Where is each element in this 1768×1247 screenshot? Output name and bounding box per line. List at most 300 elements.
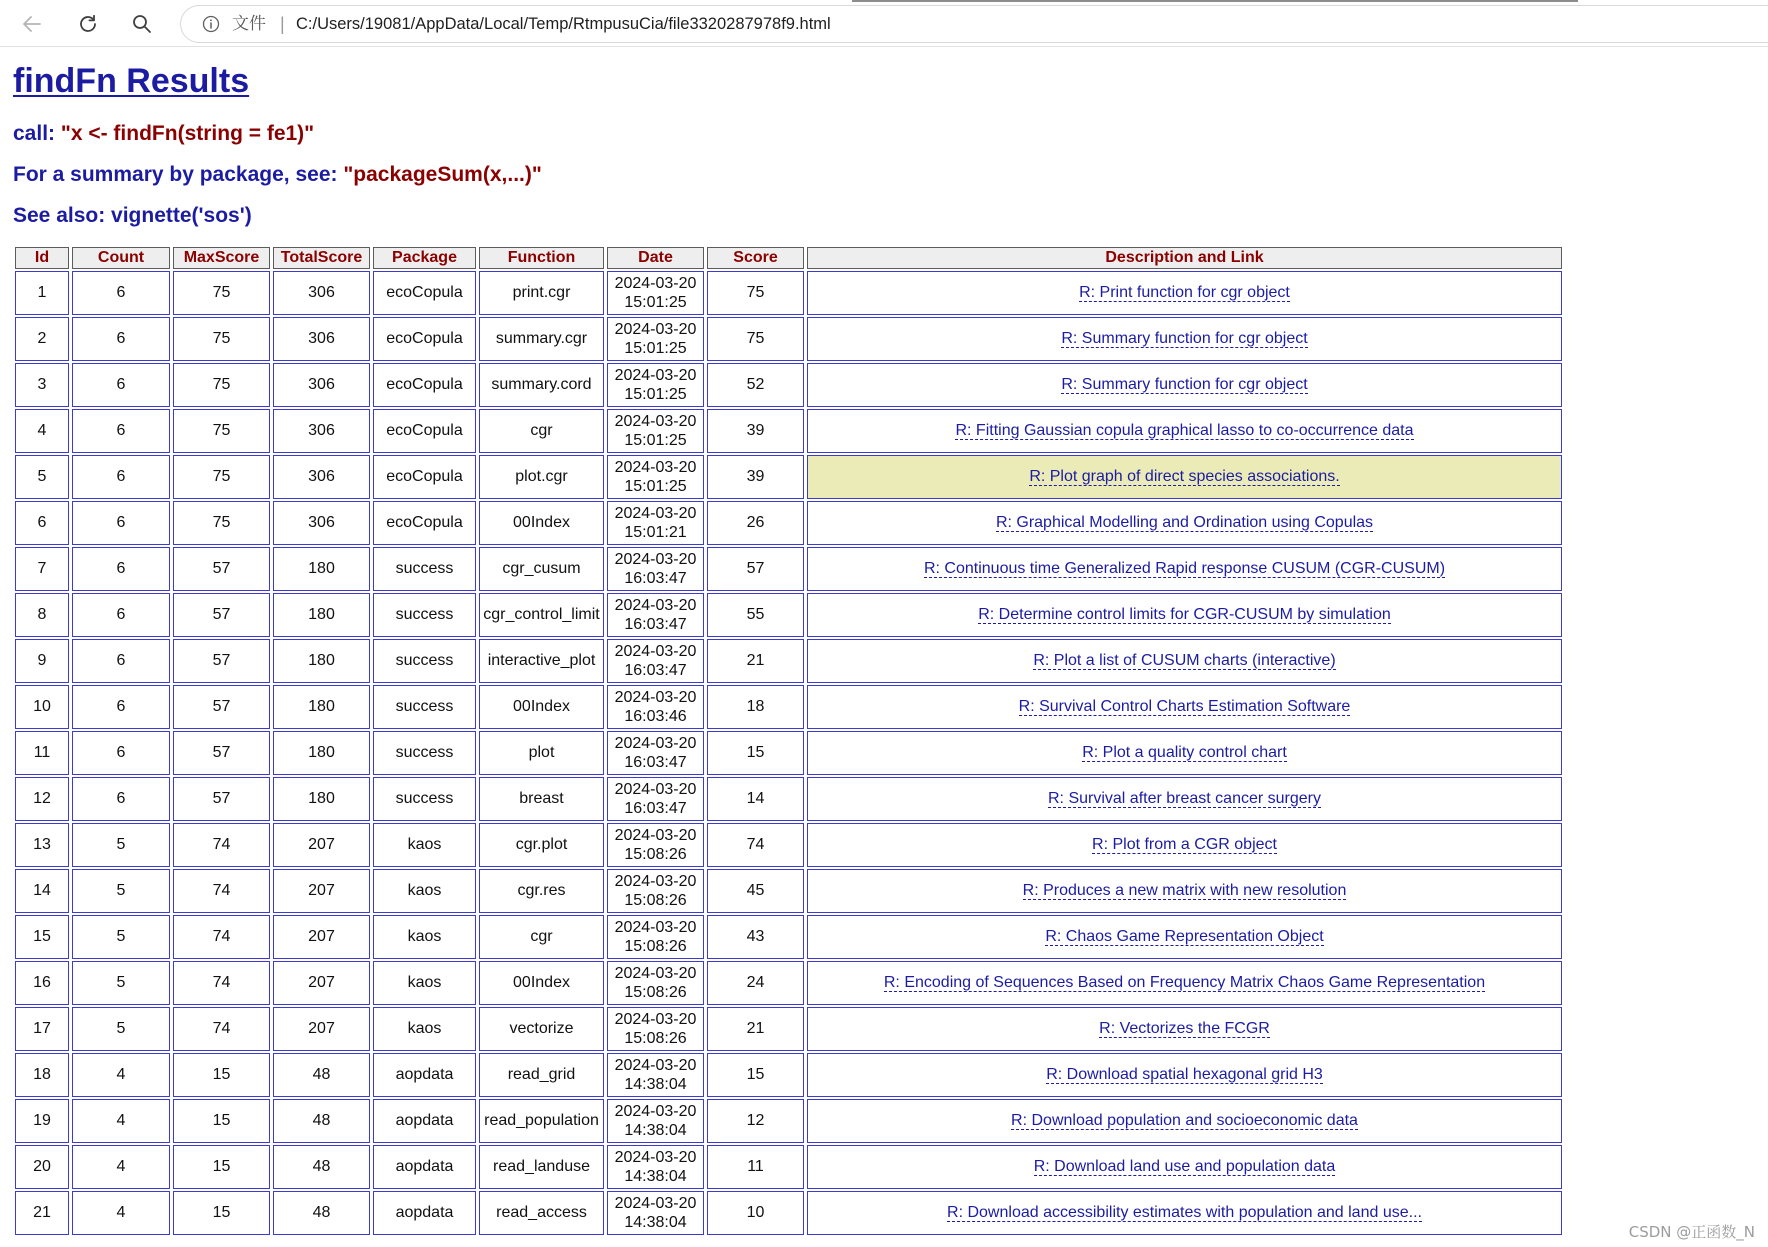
date-cell: [607, 777, 704, 821]
table-row: [15, 363, 1562, 407]
total-score-cell: 306: [273, 317, 370, 361]
table-row: [15, 455, 1562, 499]
time-value: 15:08:26: [624, 892, 687, 909]
description-cell: [807, 317, 1562, 361]
summary-line: [13, 163, 542, 187]
search-button[interactable]: [125, 7, 159, 41]
header-count: Count: [72, 247, 170, 269]
count-cell: 6: [72, 685, 170, 729]
id-cell: 8: [15, 593, 69, 637]
score-cell: 26: [707, 501, 804, 545]
max-score-cell: 74: [173, 823, 270, 867]
package-cell: ecoCopula: [373, 271, 476, 315]
description-cell: [807, 823, 1562, 867]
total-score-cell: 48: [273, 1191, 370, 1235]
package-cell: aopdata: [373, 1145, 476, 1189]
package-cell: ecoCopula: [373, 363, 476, 407]
package-cell: success: [373, 731, 476, 775]
time-value: 14:38:04: [624, 1122, 687, 1139]
id-cell: 1: [15, 271, 69, 315]
description-link[interactable]: R: Graphical Modelling and Ordination using Copulas: [995, 514, 1374, 531]
table-row: [15, 1191, 1562, 1235]
package-cell: kaos: [373, 1007, 476, 1051]
table-header-row: [15, 247, 1562, 269]
function-cell: plot: [479, 731, 604, 775]
description-link[interactable]: R: Fitting Gaussian copula graphical lasso to co-occurrence data: [955, 422, 1414, 439]
score-cell: 75: [707, 317, 804, 361]
date-cell: [607, 1191, 704, 1235]
score-cell: 57: [707, 547, 804, 591]
table-row: [15, 271, 1562, 315]
date-value: 2024-03-20: [614, 781, 697, 798]
time-value: 15:01:25: [624, 478, 687, 495]
description-link[interactable]: R: Survival after breast cancer surgery: [1048, 790, 1321, 807]
count-cell: 6: [72, 501, 170, 545]
total-score-cell: 306: [273, 363, 370, 407]
date-cell: [607, 455, 704, 499]
date-value: 2024-03-20: [614, 643, 697, 660]
score-cell: 21: [707, 1007, 804, 1051]
reload-button[interactable]: [71, 7, 105, 41]
id-cell: 11: [15, 731, 69, 775]
time-value: 15:01:21: [624, 524, 687, 541]
function-cell: read_grid: [479, 1053, 604, 1097]
table-row: [15, 915, 1562, 959]
package-cell: aopdata: [373, 1191, 476, 1235]
description-link[interactable]: R: Survival Control Charts Estimation Software: [1018, 698, 1351, 715]
total-score-cell: 48: [273, 1053, 370, 1097]
time-value: 15:08:26: [624, 846, 687, 863]
total-score-cell: 180: [273, 639, 370, 683]
description-cell: [807, 1099, 1562, 1143]
time-value: 16:03:47: [624, 800, 687, 817]
count-cell: 6: [72, 777, 170, 821]
total-score-cell: 180: [273, 547, 370, 591]
id-cell: 18: [15, 1053, 69, 1097]
date-cell: [607, 271, 704, 315]
max-score-cell: 75: [173, 317, 270, 361]
id-cell: 3: [15, 363, 69, 407]
date-cell: [607, 363, 704, 407]
count-cell: 5: [72, 961, 170, 1005]
description-cell: [807, 1007, 1562, 1051]
id-cell: 21: [15, 1191, 69, 1235]
see-also-text: See also: vignette('sos'): [13, 204, 252, 227]
call-value: "x <- findFn(string = fe1)": [60, 122, 315, 145]
max-score-cell: 75: [173, 501, 270, 545]
table-row: [15, 1145, 1562, 1189]
table-row: [15, 409, 1562, 453]
count-cell: 5: [72, 1007, 170, 1051]
description-link[interactable]: R: Print function for cgr object: [1079, 284, 1290, 301]
time-value: 14:38:04: [624, 1168, 687, 1185]
address-url[interactable]: C:/Users/19081/AppData/Local/Temp/RtmpusuCia/file3320287978f9.html: [296, 15, 831, 33]
description-cell: [807, 1191, 1562, 1235]
date-value: 2024-03-20: [614, 735, 697, 752]
description-cell: [807, 271, 1562, 315]
function-cell: 00Index: [479, 501, 604, 545]
total-score-cell: 207: [273, 961, 370, 1005]
time-value: 15:08:26: [624, 938, 687, 955]
total-score-cell: 180: [273, 685, 370, 729]
date-value: 2024-03-20: [614, 459, 697, 476]
score-cell: 39: [707, 409, 804, 453]
date-cell: [607, 869, 704, 913]
score-cell: 45: [707, 869, 804, 913]
description-link[interactable]: R: Summary function for cgr object: [1061, 376, 1308, 393]
total-score-cell: 180: [273, 593, 370, 637]
table-row: [15, 777, 1562, 821]
description-cell: [807, 409, 1562, 453]
function-cell: plot.cgr: [479, 455, 604, 499]
date-value: 2024-03-20: [614, 505, 697, 522]
date-cell: [607, 501, 704, 545]
table-row: [15, 547, 1562, 591]
score-cell: 24: [707, 961, 804, 1005]
max-score-cell: 15: [173, 1099, 270, 1143]
function-cell: read_access: [479, 1191, 604, 1235]
description-link[interactable]: R: Vectorizes the FCGR: [1099, 1020, 1270, 1037]
id-cell: 12: [15, 777, 69, 821]
total-score-cell: 306: [273, 501, 370, 545]
summary-label: For a summary by package, see:: [13, 163, 338, 186]
function-cell: summary.cgr: [479, 317, 604, 361]
function-cell: 00Index: [479, 685, 604, 729]
max-score-cell: 57: [173, 685, 270, 729]
description-cell: [807, 363, 1562, 407]
date-cell: [607, 823, 704, 867]
date-cell: [607, 961, 704, 1005]
address-separator: |: [280, 14, 285, 34]
summary-value: "packageSum(x,...)": [343, 163, 542, 186]
results-table-body: [15, 271, 1562, 1235]
date-cell: [607, 547, 704, 591]
reload-icon: [77, 13, 99, 35]
description-link[interactable]: R: Download spatial hexagonal grid H3: [1046, 1066, 1323, 1083]
total-score-cell: 207: [273, 915, 370, 959]
date-cell: [607, 915, 704, 959]
max-score-cell: 57: [173, 731, 270, 775]
count-cell: 6: [72, 409, 170, 453]
header-description: Description and Link: [807, 247, 1562, 269]
count-cell: 6: [72, 363, 170, 407]
max-score-cell: 57: [173, 593, 270, 637]
id-cell: 9: [15, 639, 69, 683]
date-value: 2024-03-20: [614, 551, 697, 568]
total-score-cell: 180: [273, 777, 370, 821]
package-cell: success: [373, 777, 476, 821]
package-cell: success: [373, 685, 476, 729]
back-button[interactable]: [15, 7, 49, 41]
max-score-cell: 57: [173, 777, 270, 821]
package-cell: aopdata: [373, 1053, 476, 1097]
date-value: 2024-03-20: [614, 1011, 697, 1028]
date-value: 2024-03-20: [614, 367, 697, 384]
date-value: 2024-03-20: [614, 873, 697, 890]
header-id: Id: [15, 247, 69, 269]
id-cell: 7: [15, 547, 69, 591]
package-cell: kaos: [373, 961, 476, 1005]
score-cell: 52: [707, 363, 804, 407]
description-link[interactable]: R: Summary function for cgr object: [1061, 330, 1308, 347]
table-row: [15, 1053, 1562, 1097]
count-cell: 4: [72, 1099, 170, 1143]
table-row: [15, 501, 1562, 545]
see-also-line: [13, 204, 252, 228]
time-value: 16:03:47: [624, 570, 687, 587]
max-score-cell: 57: [173, 547, 270, 591]
date-cell: [607, 593, 704, 637]
date-value: 2024-03-20: [614, 321, 697, 338]
id-cell: 20: [15, 1145, 69, 1189]
tab-strip-edge: [852, 0, 1578, 2]
function-cell: cgr.plot: [479, 823, 604, 867]
package-cell: ecoCopula: [373, 501, 476, 545]
package-cell: ecoCopula: [373, 455, 476, 499]
max-score-cell: 74: [173, 915, 270, 959]
max-score-cell: 15: [173, 1191, 270, 1235]
score-cell: 15: [707, 1053, 804, 1097]
date-cell: [607, 639, 704, 683]
count-cell: 6: [72, 547, 170, 591]
max-score-cell: 75: [173, 455, 270, 499]
score-cell: 18: [707, 685, 804, 729]
info-icon[interactable]: [202, 15, 220, 33]
total-score-cell: 48: [273, 1099, 370, 1143]
description-link[interactable]: R: Chaos Game Representation Object: [1045, 928, 1324, 945]
package-cell: ecoCopula: [373, 409, 476, 453]
time-value: 15:01:25: [624, 432, 687, 449]
id-cell: 16: [15, 961, 69, 1005]
date-cell: [607, 1145, 704, 1189]
score-cell: 14: [707, 777, 804, 821]
id-cell: 10: [15, 685, 69, 729]
total-score-cell: 306: [273, 271, 370, 315]
table-row: [15, 1007, 1562, 1051]
description-link[interactable]: R: Encoding of Sequences Based on Frequency Matrix Chaos Game Representation: [883, 974, 1486, 991]
id-cell: 2: [15, 317, 69, 361]
header-function: Function: [479, 247, 604, 269]
id-cell: 5: [15, 455, 69, 499]
date-value: 2024-03-20: [614, 1057, 697, 1074]
date-value: 2024-03-20: [614, 827, 697, 844]
results-table-header: [15, 247, 1562, 269]
description-cell: [807, 639, 1562, 683]
function-cell: interactive_plot: [479, 639, 604, 683]
package-cell: ecoCopula: [373, 317, 476, 361]
table-row: [15, 685, 1562, 729]
description-link[interactable]: R: Download population and socioeconomic data: [1011, 1112, 1358, 1129]
max-score-cell: 15: [173, 1053, 270, 1097]
count-cell: 5: [72, 915, 170, 959]
count-cell: 4: [72, 1191, 170, 1235]
package-cell: success: [373, 639, 476, 683]
description-cell: [807, 869, 1562, 913]
function-cell: cgr: [479, 409, 604, 453]
total-score-cell: 306: [273, 455, 370, 499]
description-cell: [807, 685, 1562, 729]
function-cell: breast: [479, 777, 604, 821]
back-arrow-icon: [21, 13, 43, 35]
description-link[interactable]: R: Download land use and population data: [1033, 1158, 1336, 1175]
description-cell: [807, 1053, 1562, 1097]
date-value: 2024-03-20: [614, 1103, 697, 1120]
score-cell: 55: [707, 593, 804, 637]
package-cell: kaos: [373, 823, 476, 867]
table-row: [15, 639, 1562, 683]
count-cell: 6: [72, 455, 170, 499]
header-date: Date: [607, 247, 704, 269]
package-cell: success: [373, 593, 476, 637]
header-total-score: TotalScore: [273, 247, 370, 269]
address-scheme-label: 文件: [232, 14, 266, 34]
header-max-score: MaxScore: [173, 247, 270, 269]
time-value: 16:03:46: [624, 708, 687, 725]
max-score-cell: 75: [173, 409, 270, 453]
total-score-cell: 207: [273, 869, 370, 913]
time-value: 16:03:47: [624, 662, 687, 679]
id-cell: 15: [15, 915, 69, 959]
date-value: 2024-03-20: [614, 413, 697, 430]
package-cell: aopdata: [373, 1099, 476, 1143]
max-score-cell: 75: [173, 271, 270, 315]
count-cell: 4: [72, 1145, 170, 1189]
description-link[interactable]: R: Plot graph of direct species associations.: [1029, 468, 1340, 485]
description-cell: [807, 777, 1562, 821]
total-score-cell: 180: [273, 731, 370, 775]
count-cell: 5: [72, 869, 170, 913]
table-row: [15, 1099, 1562, 1143]
time-value: 15:01:25: [624, 340, 687, 357]
date-value: 2024-03-20: [614, 965, 697, 982]
description-link[interactable]: R: Determine control limits for CGR-CUSUM by simulation: [978, 606, 1391, 623]
time-value: 16:03:47: [624, 754, 687, 771]
count-cell: 6: [72, 639, 170, 683]
score-cell: 75: [707, 271, 804, 315]
header-package: Package: [373, 247, 476, 269]
description-cell: [807, 455, 1562, 499]
description-link[interactable]: R: Plot from a CGR object: [1092, 836, 1277, 853]
time-value: 14:38:04: [624, 1214, 687, 1231]
total-score-cell: 207: [273, 1007, 370, 1051]
call-label: call:: [13, 122, 56, 145]
address-bar[interactable]: [180, 5, 1768, 43]
total-score-cell: 48: [273, 1145, 370, 1189]
date-value: 2024-03-20: [614, 275, 697, 292]
watermark: CSDN @正函数_N: [1628, 1223, 1755, 1241]
page-title: [13, 60, 249, 102]
description-link[interactable]: R: Continuous time Generalized Rapid response CUSUM (CGR-CUSUM): [923, 560, 1446, 577]
date-cell: [607, 317, 704, 361]
browser-toolbar: [0, 0, 1768, 47]
function-cell: cgr_control_limit: [479, 593, 604, 637]
table-row: [15, 869, 1562, 913]
date-cell: [607, 685, 704, 729]
score-cell: 10: [707, 1191, 804, 1235]
description-cell: [807, 1145, 1562, 1189]
date-value: 2024-03-20: [614, 1195, 697, 1212]
time-value: 15:01:25: [624, 294, 687, 311]
description-cell: [807, 961, 1562, 1005]
max-score-cell: 15: [173, 1145, 270, 1189]
description-link[interactable]: R: Plot a list of CUSUM charts (interactive): [1033, 652, 1336, 669]
function-cell: cgr.res: [479, 869, 604, 913]
table-row: [15, 823, 1562, 867]
description-cell: [807, 915, 1562, 959]
table-row: [15, 961, 1562, 1005]
description-link[interactable]: R: Produces a new matrix with new resolution: [1022, 882, 1347, 899]
date-cell: [607, 1007, 704, 1051]
id-cell: 6: [15, 501, 69, 545]
function-cell: read_landuse: [479, 1145, 604, 1189]
count-cell: 6: [72, 731, 170, 775]
page-title-link[interactable]: findFn Results: [13, 62, 250, 100]
max-score-cell: 74: [173, 961, 270, 1005]
id-cell: 4: [15, 409, 69, 453]
table-row: [15, 317, 1562, 361]
id-cell: 17: [15, 1007, 69, 1051]
time-value: 14:38:04: [624, 1076, 687, 1093]
count-cell: 6: [72, 317, 170, 361]
description-cell: [807, 547, 1562, 591]
max-score-cell: 74: [173, 869, 270, 913]
function-cell: read_population: [479, 1099, 604, 1143]
count-cell: 5: [72, 823, 170, 867]
score-cell: 21: [707, 639, 804, 683]
description-cell: [807, 731, 1562, 775]
id-cell: 19: [15, 1099, 69, 1143]
description-cell: [807, 593, 1562, 637]
function-cell: vectorize: [479, 1007, 604, 1051]
results-table: [12, 245, 1565, 1237]
max-score-cell: 75: [173, 363, 270, 407]
description-link[interactable]: R: Download accessibility estimates with population and land use...: [947, 1204, 1422, 1221]
function-cell: cgr: [479, 915, 604, 959]
header-score: Score: [707, 247, 804, 269]
function-cell: 00Index: [479, 961, 604, 1005]
search-icon: [131, 13, 153, 35]
max-score-cell: 57: [173, 639, 270, 683]
date-cell: [607, 409, 704, 453]
time-value: 15:08:26: [624, 1030, 687, 1047]
time-value: 15:01:25: [624, 386, 687, 403]
score-cell: 15: [707, 731, 804, 775]
table-row: [15, 593, 1562, 637]
description-link[interactable]: R: Plot a quality control chart: [1082, 744, 1287, 761]
total-score-cell: 306: [273, 409, 370, 453]
function-cell: summary.cord: [479, 363, 604, 407]
score-cell: 39: [707, 455, 804, 499]
id-cell: 13: [15, 823, 69, 867]
call-line: [13, 122, 314, 146]
function-cell: print.cgr: [479, 271, 604, 315]
description-cell: [807, 501, 1562, 545]
id-cell: 14: [15, 869, 69, 913]
date-cell: [607, 731, 704, 775]
count-cell: 6: [72, 271, 170, 315]
count-cell: 4: [72, 1053, 170, 1097]
date-value: 2024-03-20: [614, 1149, 697, 1166]
count-cell: 6: [72, 593, 170, 637]
package-cell: kaos: [373, 869, 476, 913]
package-cell: kaos: [373, 915, 476, 959]
score-cell: 12: [707, 1099, 804, 1143]
date-value: 2024-03-20: [614, 597, 697, 614]
time-value: 16:03:47: [624, 616, 687, 633]
score-cell: 43: [707, 915, 804, 959]
max-score-cell: 74: [173, 1007, 270, 1051]
package-cell: success: [373, 547, 476, 591]
